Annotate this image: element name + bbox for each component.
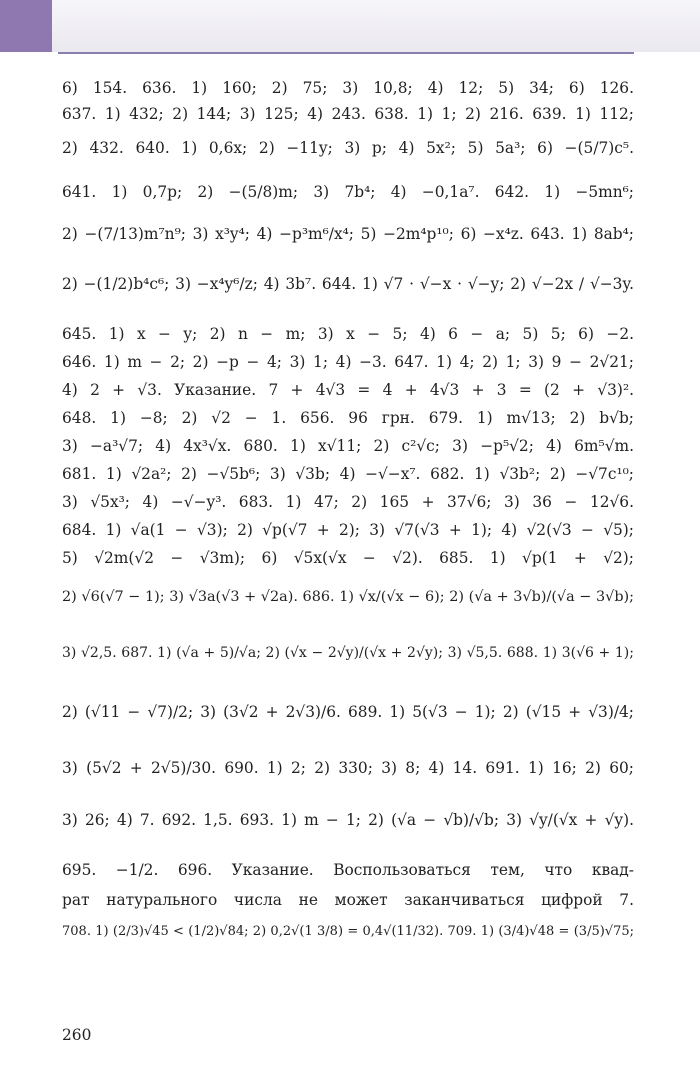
answer-line: 6) 154. 636. 1) 160; 2) 75; 3) 10,8; 4) 12; 5) 34; 6) 126. (62, 79, 634, 98)
answer-line: 3) √5x³; 4) −√−y³. 683. 1) 47; 2) 165 + 37√6; 3) 36 − 12√6. (62, 493, 634, 512)
answer-line: 4) 2 + √3. Указание. 7 + 4√3 = 4 + 4√3 + 3 = (2 + √3)². (62, 381, 634, 400)
answer-line: 645. 1) x − y; 2) n − m; 3) x − 5; 4) 6 − a; 5) 5; 6) −2. (62, 325, 634, 344)
answer-line: 5) √2m(√2 − √3m); 6) √5x(√x − √2). 685. 1) √p(1 + √2); (62, 549, 634, 568)
answer-line: 3) 26; 4) 7. 692. 1,5. 693. 1) m − 1; 2) (√a − √b)/√b; 3) √y/(√x + √y). (62, 811, 634, 830)
answer-line: 681. 1) √2a²; 2) −√5b⁶; 3) √3b; 4) −√−x⁷. 682. 1) √3b²; 2) −√7c¹⁰; (62, 465, 634, 484)
page-header-band (52, 0, 700, 52)
answer-line: 684. 1) √a(1 − √3); 2) √p(√7 + 2); 3) √7(√3 + 1); 4) √2(√3 − √5); (62, 521, 634, 540)
answer-line: 2) −(1/2)b⁴c⁶; 3) −x⁴y⁶/z; 4) 3b⁷. 644. 1) √7 · √−x · √−y; 2) √−2x / √−3y. (62, 275, 634, 294)
chapter-corner-tab (0, 0, 52, 52)
answer-line: 2) (√11 − √7)/2; 3) (3√2 + 2√3)/6. 689. 1) 5(√3 − 1); 2) (√15 + √3)/4; (62, 703, 634, 722)
answer-line: 648. 1) −8; 2) √2 − 1. 656. 96 грн. 679. 1) m√13; 2) b√b; (62, 409, 634, 428)
page-number: 260 (62, 1026, 92, 1044)
answers-text (62, 66, 634, 942)
answer-line: 3) √2,5. 687. 1) (√a + 5)/√a; 2) (√x − 2√y)/(√x + 2√y); 3) √5,5. 688. 1) 3(√6 + 1); (62, 645, 634, 661)
answer-line: 3) (5√2 + 2√5)/30. 690. 1) 2; 2) 330; 3) 8; 4) 14. 691. 1) 16; 2) 60; (62, 759, 634, 778)
answer-line: 2) √6(√7 − 1); 3) √3a(√3 + √2a). 686. 1) √x/(√x − 6); 2) (√a + 3√b)/(√a − 3√b); (62, 589, 634, 606)
header-rule (58, 52, 634, 54)
answer-line: 708. 1) (2/3)√45 < (1/2)√84; 2) 0,2√(1 3/8) = 0,4√(11/32). 709. 1) (3/4)√48 = (3/5)√75; (62, 924, 634, 939)
answer-line: 637. 1) 432; 2) 144; 3) 125; 4) 243. 638. 1) 1; 2) 216. 639. 1) 112; (62, 105, 634, 124)
answer-line: 2) −(7/13)m⁷n⁹; 3) x³y⁴; 4) −p³m⁶/x⁴; 5) −2m⁴p¹⁰; 6) −x⁴z. 643. 1) 8ab⁴; (62, 225, 634, 244)
answer-line: 695. −1/2. 696. Указание. Воспользоваться тем, что квад- (62, 861, 634, 880)
answer-line: 3) −a³√7; 4) 4x³√x. 680. 1) x√11; 2) c²√c; 3) −p⁵√2; 4) 6m⁵√m. (62, 437, 634, 456)
answer-line: 646. 1) m − 2; 2) −p − 4; 3) 1; 4) −3. 647. 1) 4; 2) 1; 3) 9 − 2√21; (62, 353, 634, 372)
answer-line: рат натурального числа не может заканчиваться цифрой 7. (62, 891, 634, 910)
answer-line: 641. 1) 0,7p; 2) −(5/8)m; 3) 7b⁴; 4) −0,1a⁷. 642. 1) −5mn⁶; (62, 183, 634, 202)
answer-line: 2) 432. 640. 1) 0,6x; 2) −11y; 3) p; 4) 5x²; 5) 5a³; 6) −(5/7)c⁵. (62, 139, 634, 158)
